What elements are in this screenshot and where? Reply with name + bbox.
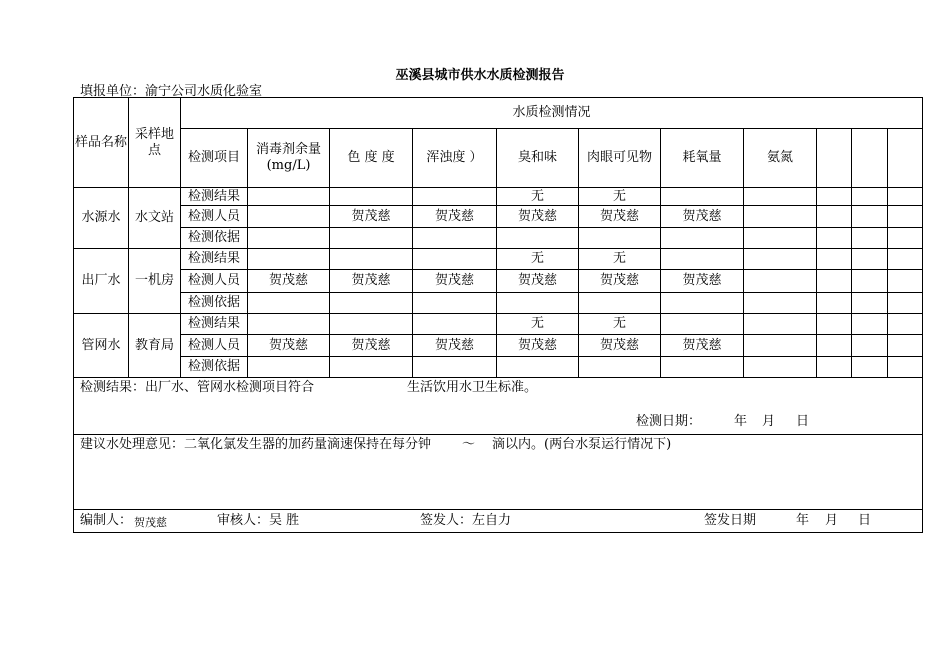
basis-cell [497, 357, 579, 378]
result-cell [817, 314, 852, 335]
basis-cell [888, 228, 923, 249]
issue-date-day: 日 [858, 513, 872, 528]
water-quality-table [73, 97, 923, 533]
table-row [74, 314, 923, 335]
result-cell: 无 [497, 314, 579, 335]
header-sample-name: 样品名称 [74, 98, 129, 188]
header-param-turbidity: 浑浊度 ） [413, 129, 497, 188]
basis-cell [852, 357, 888, 378]
result-cell: 无 [579, 314, 661, 335]
advice-tilde: ～ [462, 437, 476, 452]
staff-cell [888, 270, 923, 293]
sample-name: 水源水 [74, 188, 129, 249]
row-label: 检测人员 [181, 270, 248, 293]
staff-cell: 贺茂慈 [413, 270, 497, 293]
staff-cell: 贺茂慈 [579, 270, 661, 293]
result-cell [888, 188, 923, 206]
conclusion-text: 检测结果：出厂水、管网水检测项目符合 [80, 380, 315, 395]
advice-text: 建议水处理意见：二氧化氯发生器的加药量滴速保持在每分钟 [80, 437, 432, 452]
basis-cell [817, 357, 852, 378]
advice-row [74, 435, 923, 510]
conclusion-standard: 生活饮用水卫生标准。 [407, 380, 538, 395]
footer-row [74, 510, 923, 533]
result-cell [248, 249, 330, 270]
basis-cell [817, 228, 852, 249]
result-cell: 无 [579, 249, 661, 270]
result-cell [817, 188, 852, 206]
result-cell [744, 249, 817, 270]
table-row [74, 270, 923, 293]
staff-cell: 贺茂慈 [579, 206, 661, 228]
header-blank [888, 129, 923, 188]
test-date-day: 日 [796, 414, 810, 429]
result-cell [661, 188, 744, 206]
basis-cell [852, 293, 888, 314]
issue-date-year: 年 [796, 513, 810, 528]
header-sample-place: 采样地点 [129, 98, 181, 188]
result-cell: 无 [497, 188, 579, 206]
row-label: 检测依据 [181, 293, 248, 314]
table-row [74, 335, 923, 357]
result-cell [330, 249, 413, 270]
advice-text-tail: 滴以内。(两台水泵运行情况下) [492, 437, 672, 452]
header-blank [817, 129, 852, 188]
staff-cell [744, 206, 817, 228]
header-param-visible: 肉眼可见物 [579, 129, 661, 188]
header-group-title: 水质检测情况 [181, 98, 923, 129]
result-cell [413, 188, 497, 206]
staff-cell [248, 206, 330, 228]
result-cell [817, 249, 852, 270]
header-param-ammonia: 氨氮 [744, 129, 817, 188]
staff-cell: 贺茂慈 [579, 335, 661, 357]
editor-label: 编制人： [80, 513, 133, 528]
basis-cell [579, 228, 661, 249]
basis-cell [661, 228, 744, 249]
staff-cell: 贺茂慈 [330, 335, 413, 357]
staff-cell: 贺茂慈 [413, 335, 497, 357]
table-row [74, 228, 923, 249]
staff-cell [817, 206, 852, 228]
basis-cell [661, 357, 744, 378]
sample-name: 出厂水 [74, 249, 129, 314]
staff-cell: 贺茂慈 [330, 206, 413, 228]
result-cell [330, 188, 413, 206]
result-cell [744, 314, 817, 335]
result-cell [413, 314, 497, 335]
row-label: 检测结果 [181, 249, 248, 270]
basis-cell [579, 357, 661, 378]
row-label: 检测结果 [181, 188, 248, 206]
staff-cell: 贺茂慈 [497, 335, 579, 357]
basis-cell [497, 293, 579, 314]
sample-place: 水文站 [129, 188, 181, 249]
staff-cell: 贺茂慈 [661, 206, 744, 228]
result-cell [852, 314, 888, 335]
basis-cell [413, 293, 497, 314]
basis-cell [497, 228, 579, 249]
footer-cell [74, 510, 923, 533]
result-cell [744, 188, 817, 206]
result-cell: 无 [579, 188, 661, 206]
test-date-month: 月 [762, 414, 776, 429]
table-row [74, 293, 923, 314]
header-param-odor: 臭和味 [497, 129, 579, 188]
result-cell [661, 249, 744, 270]
staff-cell: 贺茂慈 [413, 206, 497, 228]
staff-cell: 贺茂慈 [497, 270, 579, 293]
header-blank [852, 129, 888, 188]
staff-cell [817, 270, 852, 293]
table-row [74, 206, 923, 228]
table-row [74, 249, 923, 270]
staff-cell: 贺茂慈 [661, 270, 744, 293]
row-label: 检测人员 [181, 335, 248, 357]
staff-cell [888, 206, 923, 228]
issue-date-month: 月 [825, 513, 839, 528]
editor-name: 贺茂慈 [134, 516, 167, 529]
basis-cell [888, 357, 923, 378]
basis-cell [413, 228, 497, 249]
result-cell [661, 314, 744, 335]
result-cell [888, 249, 923, 270]
basis-cell [330, 293, 413, 314]
basis-cell [744, 357, 817, 378]
basis-cell [330, 357, 413, 378]
conclusion-row [74, 378, 923, 435]
result-cell [248, 188, 330, 206]
staff-cell [852, 206, 888, 228]
staff-cell: 贺茂慈 [248, 270, 330, 293]
basis-cell [888, 293, 923, 314]
row-label: 检测依据 [181, 228, 248, 249]
basis-cell [330, 228, 413, 249]
result-cell [852, 249, 888, 270]
header-item: 检测项目 [181, 129, 248, 188]
header-param-oxygen: 耗氧量 [661, 129, 744, 188]
header-param-disinfectant: 消毒剂余量(mg/L) [248, 129, 330, 188]
basis-cell [852, 228, 888, 249]
table-row [74, 188, 923, 206]
basis-cell [413, 357, 497, 378]
staff-cell: 贺茂慈 [248, 335, 330, 357]
test-date-year: 年 [734, 414, 748, 429]
staff-cell: 贺茂慈 [661, 335, 744, 357]
advice-cell [74, 435, 923, 510]
basis-cell [661, 293, 744, 314]
basis-cell [248, 293, 330, 314]
row-label: 检测依据 [181, 357, 248, 378]
result-cell [888, 314, 923, 335]
report-title: 巫溪县城市供水水质检测报告 [395, 68, 565, 83]
reporting-unit: 填报单位：渝宁公司水质化验室 [80, 84, 263, 99]
basis-cell [579, 293, 661, 314]
test-date-label: 检测日期： [636, 414, 702, 429]
result-cell: 无 [497, 249, 579, 270]
staff-cell [817, 335, 852, 357]
row-label: 检测结果 [181, 314, 248, 335]
basis-cell [744, 293, 817, 314]
staff-cell [744, 335, 817, 357]
staff-cell [852, 270, 888, 293]
staff-cell [888, 335, 923, 357]
sample-place: 一机房 [129, 249, 181, 314]
conclusion-cell [74, 378, 923, 435]
row-label: 检测人员 [181, 206, 248, 228]
basis-cell [248, 228, 330, 249]
staff-cell: 贺茂慈 [330, 270, 413, 293]
result-cell [330, 314, 413, 335]
staff-cell [744, 270, 817, 293]
issue-date-label: 签发日期 [704, 513, 757, 528]
result-cell [413, 249, 497, 270]
result-cell [248, 314, 330, 335]
header-param-color: 色 度 度 [330, 129, 413, 188]
staff-cell: 贺茂慈 [497, 206, 579, 228]
basis-cell [248, 357, 330, 378]
staff-cell [852, 335, 888, 357]
issuer: 签发人：左自力 [420, 513, 512, 528]
basis-cell [744, 228, 817, 249]
basis-cell [817, 293, 852, 314]
reviewer: 审核人：吴 胜 [217, 513, 300, 528]
result-cell [852, 188, 888, 206]
sample-place: 教育局 [129, 314, 181, 378]
sample-name: 管网水 [74, 314, 129, 378]
table-row [74, 357, 923, 378]
